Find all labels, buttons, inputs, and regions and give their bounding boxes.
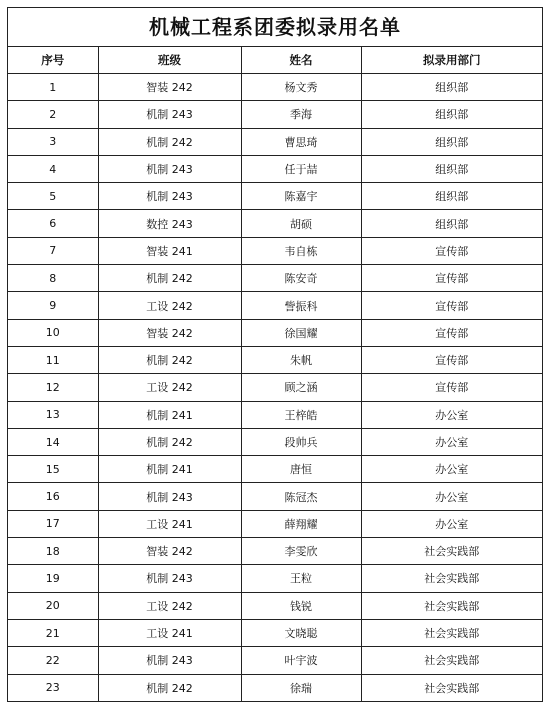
cell-department: 宣传部	[361, 374, 542, 401]
cell-index: 5	[8, 183, 98, 210]
cell-class: 机制 243	[98, 183, 241, 210]
cell-department: 宣传部	[361, 237, 542, 264]
table-row	[8, 619, 542, 646]
cell-index: 20	[8, 592, 98, 619]
cell-class: 机制 242	[98, 346, 241, 373]
cell-department: 宣传部	[361, 265, 542, 292]
table-row	[8, 237, 542, 264]
cell-name: 王粒	[241, 565, 361, 592]
cell-name: 陈安奇	[241, 265, 361, 292]
cell-department: 社会实践部	[361, 565, 542, 592]
cell-index: 12	[8, 374, 98, 401]
cell-index: 11	[8, 346, 98, 373]
cell-name: 王梓皓	[241, 401, 361, 428]
header-index: 序号	[8, 47, 98, 74]
cell-class: 机制 242	[98, 128, 241, 155]
cell-name: 薛翔耀	[241, 510, 361, 537]
cell-index: 14	[8, 428, 98, 455]
cell-department: 宣传部	[361, 346, 542, 373]
cell-class: 工设 241	[98, 510, 241, 537]
cell-name: 任于喆	[241, 155, 361, 182]
table-row	[8, 565, 542, 592]
table-row	[8, 265, 542, 292]
cell-department: 办公室	[361, 456, 542, 483]
cell-class: 工设 241	[98, 619, 241, 646]
cell-name: 李雯欣	[241, 538, 361, 565]
table-row	[8, 155, 542, 182]
cell-name: 唐恒	[241, 456, 361, 483]
table-row	[8, 319, 542, 346]
cell-index: 19	[8, 565, 98, 592]
admission-list-sheet	[7, 7, 543, 702]
cell-department: 社会实践部	[361, 538, 542, 565]
header-name: 姓名	[241, 47, 361, 74]
cell-index: 9	[8, 292, 98, 319]
cell-class: 工设 242	[98, 592, 241, 619]
table-row	[8, 128, 542, 155]
cell-class: 数控 243	[98, 210, 241, 237]
cell-class: 工设 242	[98, 374, 241, 401]
cell-class: 机制 243	[98, 101, 241, 128]
cell-name: 徐瑞	[241, 674, 361, 701]
cell-index: 22	[8, 647, 98, 674]
document-title: 机械工程系团委拟录用名单	[8, 8, 542, 47]
cell-index: 2	[8, 101, 98, 128]
table-row	[8, 428, 542, 455]
cell-name: 胡硕	[241, 210, 361, 237]
cell-index: 6	[8, 210, 98, 237]
cell-name: 陈冠杰	[241, 483, 361, 510]
table-row	[8, 483, 542, 510]
cell-index: 7	[8, 237, 98, 264]
cell-class: 机制 243	[98, 565, 241, 592]
cell-name: 顾之涵	[241, 374, 361, 401]
cell-department: 办公室	[361, 401, 542, 428]
cell-department: 组织部	[361, 155, 542, 182]
cell-class: 智装 242	[98, 538, 241, 565]
table-row	[8, 647, 542, 674]
table-row	[8, 183, 542, 210]
cell-name: 韦自栋	[241, 237, 361, 264]
cell-index: 13	[8, 401, 98, 428]
cell-class: 机制 242	[98, 428, 241, 455]
cell-index: 10	[8, 319, 98, 346]
cell-department: 社会实践部	[361, 592, 542, 619]
cell-name: 訾振科	[241, 292, 361, 319]
cell-department: 组织部	[361, 101, 542, 128]
cell-department: 办公室	[361, 428, 542, 455]
cell-class: 机制 242	[98, 674, 241, 701]
cell-index: 16	[8, 483, 98, 510]
cell-index: 8	[8, 265, 98, 292]
cell-name: 钱锐	[241, 592, 361, 619]
table-row	[8, 592, 542, 619]
table-body	[8, 74, 542, 701]
cell-class: 智装 241	[98, 237, 241, 264]
cell-name: 叶宇波	[241, 647, 361, 674]
table-row	[8, 538, 542, 565]
table-row	[8, 346, 542, 373]
cell-name: 文晓聪	[241, 619, 361, 646]
table-row	[8, 456, 542, 483]
table-row	[8, 674, 542, 701]
cell-name: 段帅兵	[241, 428, 361, 455]
table-row	[8, 210, 542, 237]
cell-class: 机制 241	[98, 401, 241, 428]
table-row	[8, 292, 542, 319]
table-row	[8, 74, 542, 101]
cell-class: 智装 242	[98, 74, 241, 101]
cell-name: 季海	[241, 101, 361, 128]
cell-department: 组织部	[361, 183, 542, 210]
admission-table	[8, 47, 542, 701]
cell-index: 15	[8, 456, 98, 483]
cell-class: 机制 243	[98, 483, 241, 510]
cell-department: 社会实践部	[361, 619, 542, 646]
cell-department: 社会实践部	[361, 647, 542, 674]
cell-index: 1	[8, 74, 98, 101]
cell-department: 组织部	[361, 128, 542, 155]
cell-class: 工设 242	[98, 292, 241, 319]
cell-index: 18	[8, 538, 98, 565]
cell-department: 宣传部	[361, 292, 542, 319]
table-row	[8, 374, 542, 401]
cell-class: 智装 242	[98, 319, 241, 346]
table-row	[8, 101, 542, 128]
cell-name: 徐国耀	[241, 319, 361, 346]
header-class: 班级	[98, 47, 241, 74]
cell-department: 宣传部	[361, 319, 542, 346]
cell-department: 组织部	[361, 74, 542, 101]
cell-index: 21	[8, 619, 98, 646]
cell-index: 4	[8, 155, 98, 182]
table-header-row	[8, 47, 542, 74]
cell-department: 办公室	[361, 510, 542, 537]
cell-class: 机制 243	[98, 647, 241, 674]
cell-name: 陈嘉宇	[241, 183, 361, 210]
header-department: 拟录用部门	[361, 47, 542, 74]
cell-index: 23	[8, 674, 98, 701]
cell-class: 机制 241	[98, 456, 241, 483]
cell-index: 17	[8, 510, 98, 537]
cell-name: 曹思琦	[241, 128, 361, 155]
cell-name: 杨文秀	[241, 74, 361, 101]
table-row	[8, 401, 542, 428]
cell-name: 朱帆	[241, 346, 361, 373]
cell-department: 社会实践部	[424, 681, 480, 695]
cell-class: 机制 242	[98, 265, 241, 292]
cell-department: 组织部	[361, 210, 542, 237]
cell-index: 3	[8, 128, 98, 155]
cell-department: 办公室	[361, 483, 542, 510]
cell-class: 机制 243	[98, 155, 241, 182]
table-row	[8, 510, 542, 537]
